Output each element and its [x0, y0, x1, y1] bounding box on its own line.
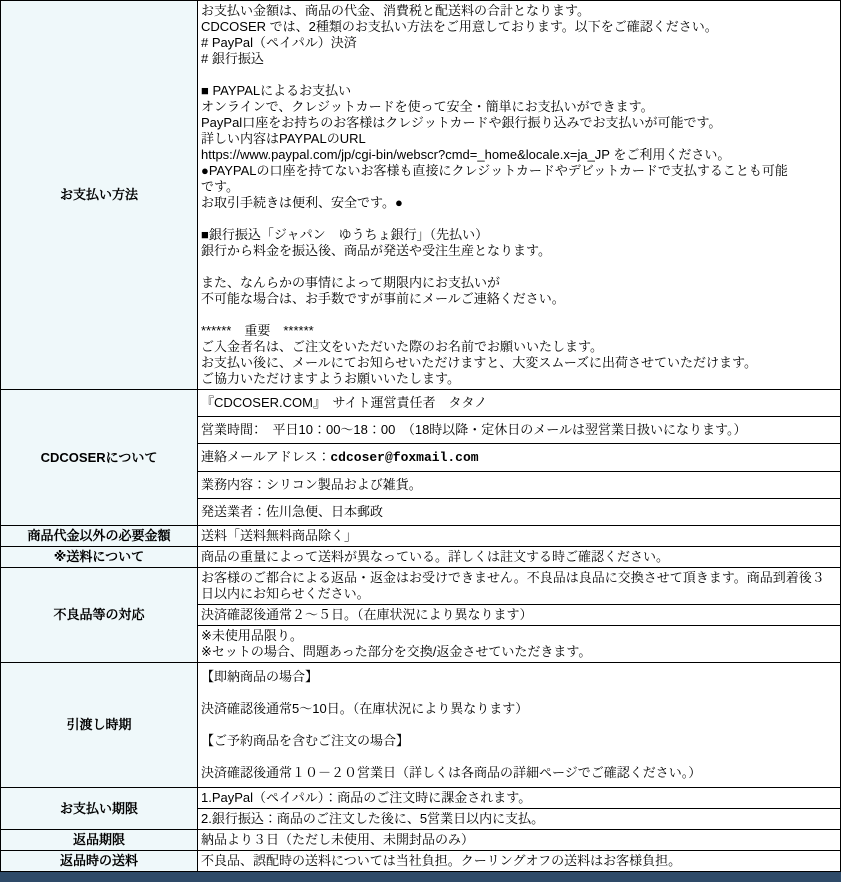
- text-line: 決済確認後通常１０－２０営業日（詳しくは各商品の詳細ページでご確認ください。）: [201, 765, 702, 780]
- text-line: オンラインで、クレジットカードを使って安全・簡単にお支払いができます。: [201, 99, 654, 114]
- row-content-about: [198, 390, 840, 525]
- text-line: 決済確認後通常5～10日。（在庫状況により異なります）: [201, 701, 529, 716]
- text-line: # PayPal（ペイパル）決済: [201, 35, 357, 50]
- text-line: 送料「送料無料商品除く」: [201, 528, 358, 543]
- text-line: [201, 749, 837, 765]
- row-label-shipping: ※送料について: [1, 547, 198, 567]
- text-line: 【ご予約商品を含むご注文の場合】: [201, 733, 410, 748]
- row-content-payment-method: [198, 1, 840, 389]
- content-block: [198, 416, 840, 443]
- paypal-url[interactable]: https://www.paypal.com/jp/cgi-bin/webscr?cmd=_home&locale.x=ja_JP: [201, 147, 610, 162]
- row-content-return-shipping: [198, 851, 840, 871]
- table-row-payment-method: [1, 1, 840, 390]
- text-line: お客様のご都合による返品・返金はお受けできません。不良品は良品に交換させて頂きます。商品到着後３日以内にお知らせください。: [201, 570, 825, 601]
- content-block: [198, 443, 840, 471]
- row-label-extra-fees: 商品代金以外の必要金額: [1, 526, 198, 546]
- content-block: [198, 604, 840, 625]
- text-line: ●PAYPALの口座を持てないお客様も直接にクレジットカードやデビットカードで支払することも可能: [201, 163, 788, 178]
- row-content-payment-deadline: [198, 788, 840, 829]
- table-row-defects: [1, 568, 840, 663]
- table-row-extra-fees: [1, 526, 840, 547]
- text-line: [201, 449, 837, 466]
- table-row-delivery: [1, 663, 840, 788]
- row-label-return-shipping: 返品時の送料: [1, 851, 198, 871]
- row-content-defects: [198, 568, 840, 662]
- text-line: # 銀行振込: [201, 51, 264, 66]
- content-block: [198, 471, 840, 498]
- content-block: [198, 547, 840, 567]
- text-line: 銀行から料金を振込後、商品が発送や受注生産となります。: [201, 243, 551, 258]
- text-line: [201, 211, 837, 227]
- content-block: [198, 568, 840, 604]
- row-content-return-deadline: [198, 830, 840, 850]
- row-label-return-deadline: 返品期限: [1, 830, 198, 850]
- text-line: PayPal口座をお持ちのお客様はクレジットカードや銀行振り込みでお支払いが可能です。: [201, 115, 722, 130]
- text-line: 【即納商品の場合】: [201, 669, 319, 684]
- content-block: [198, 526, 840, 546]
- text-line: ■銀行振込「ジャパン ゆうちょ銀行」（先払い）: [201, 227, 489, 242]
- text-line: 納品より３日（ただし未使用、未開封品のみ）: [201, 832, 475, 847]
- text-line: 営業時間： 平日10：00～18：00 （18時以降・定休日のメールは翌営業日扱いになります。）: [201, 422, 747, 437]
- text-line: 1.PayPal（ペイパル）：商品のご注文時に課金されます。: [201, 790, 532, 805]
- text-line: 『CDCOSER.COM』 サイト運営責任者 タタノ: [201, 395, 488, 410]
- text-line: [201, 67, 837, 83]
- text-line: [201, 717, 837, 733]
- text-line: 業務内容：シリコン製品および雑貨。: [201, 477, 422, 492]
- content-block: [198, 808, 840, 829]
- table-row-return-deadline: [1, 830, 840, 851]
- text-line: ご入金者名は、ご注文をいただいた際のお名前でお願いいたします。: [201, 339, 603, 354]
- content-block: [198, 830, 840, 850]
- text-line: 2.銀行振込：商品のご注文した後に、5営業日以内に支払。: [201, 811, 545, 826]
- table-row-about: [1, 390, 840, 526]
- text-line: [201, 259, 837, 275]
- text-line: また、なんらかの事情によって期限内にお支払いが: [201, 275, 501, 290]
- row-label-about: CDCOSERについて: [1, 390, 198, 525]
- text-line: 発送業者：佐川急便、日本郵政: [201, 504, 384, 519]
- text-line: ご協力いただけますようお願いいたします。: [201, 371, 460, 386]
- text-line: 不可能な場合は、お手数ですが事前にメールご連絡ください。: [201, 291, 565, 306]
- text-line: ****** 重要 ******: [201, 323, 314, 338]
- text-line: ※セットの場合、問題あった部分を交換/返金させていただきます。: [201, 644, 592, 659]
- text-line: [201, 307, 837, 323]
- text-line: お支払い金額は、商品の代金、消費税と配送料の合計となります。: [201, 3, 590, 18]
- content-block: [198, 663, 840, 787]
- table-row-return-shipping: [1, 851, 840, 872]
- text-line: [201, 685, 837, 701]
- content-block: [198, 788, 840, 808]
- row-label-defects: 不良品等の対応: [1, 568, 198, 662]
- text-line: 決済確認後通常２～５日。（在庫状況により異なります）: [201, 607, 533, 622]
- text-segment: 連絡メールアドレス：: [201, 449, 331, 464]
- content-block: [198, 390, 840, 416]
- text-line: ■ PAYPALによるお支払い: [201, 83, 352, 98]
- row-label-delivery: 引渡し時期: [1, 663, 198, 787]
- row-content-shipping: [198, 547, 840, 567]
- row-label-payment-method: お支払い方法: [1, 1, 198, 389]
- content-block: [198, 851, 840, 871]
- content-block: [198, 625, 840, 662]
- table-row-shipping: [1, 547, 840, 568]
- row-label-payment-deadline: お支払い期限: [1, 788, 198, 829]
- text-segment: をご利用ください。: [609, 147, 731, 162]
- text-line: お取引手続きは便利、安全です。●: [201, 195, 403, 210]
- content-block: [198, 498, 840, 525]
- text-line: [201, 147, 837, 163]
- text-line: 商品の重量によって送料が異なっている。詳しくは註文する時ご確認ください。: [201, 549, 670, 564]
- text-line: CDCOSER では、2種類のお支払い方法をご用意しております。以下をご確認ください。: [201, 19, 718, 34]
- contact-email[interactable]: cdcoser@foxmail.com: [330, 450, 479, 465]
- row-content-extra-fees: [198, 526, 840, 546]
- text-line: お支払い後に、メールにてお知らせいただけますと、大変スムーズに出荷させていただけます。: [201, 355, 758, 370]
- text-line: 不良品、誤配時の送料については当社負担。クーリングオフの送料はお客様負担。: [201, 853, 682, 868]
- text-line: ※未使用品限り。: [201, 628, 303, 643]
- footer-bar: [0, 872, 841, 882]
- content-block: [198, 1, 840, 389]
- row-content-delivery: [198, 663, 840, 787]
- table-row-payment-deadline: [1, 788, 840, 830]
- text-line: 詳しい内容はPAYPALのURL: [201, 131, 366, 146]
- text-line: です。: [201, 179, 239, 194]
